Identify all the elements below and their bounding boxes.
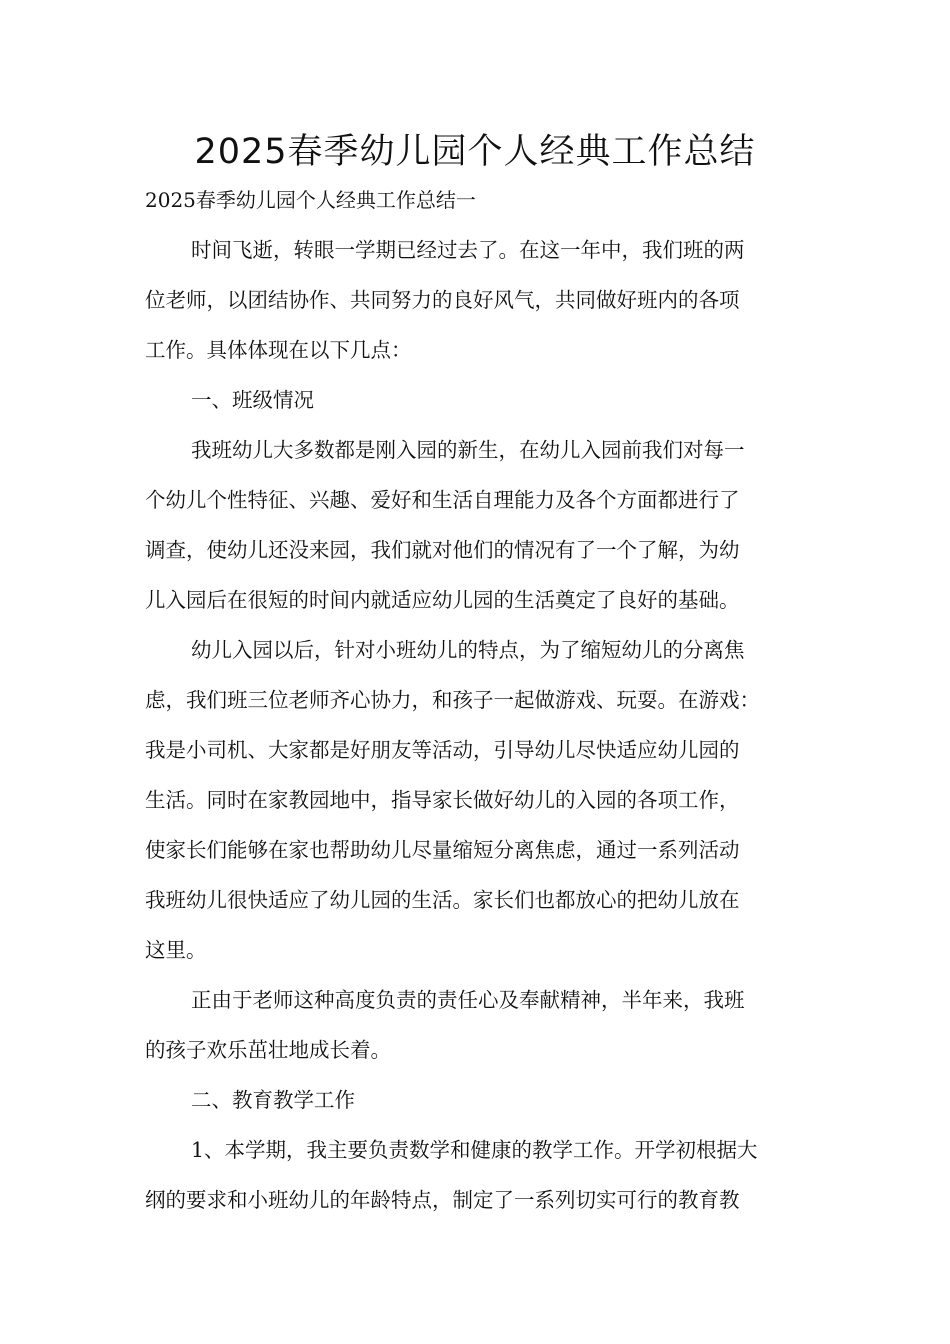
paragraph-line: 虑，我们班三位老师齐心协力，和孩子一起做游戏、玩耍。在游戏：: [145, 688, 760, 712]
paragraph-line: 生活。同时在家教园地中，指导家长做好幼儿的入园的各项工作，: [145, 788, 740, 812]
paragraph-line: 我班幼儿大多数都是刚入园的新生，在幼儿入园前我们对每一: [191, 438, 745, 462]
paragraph-line: 使家长们能够在家也帮助幼儿尽量缩短分离焦虑，通过一系列活动: [145, 838, 740, 862]
section-heading: 二、教育教学工作: [191, 1088, 355, 1112]
paragraph-line: 幼儿入园以后，针对小班幼儿的特点，为了缩短幼儿的分离焦: [191, 638, 745, 662]
paragraph-line: 位老师，以团结协作、共同努力的良好风气，共同做好班内的各项: [145, 288, 740, 312]
document-subtitle: 2025春季幼儿园个人经典工作总结一: [145, 188, 476, 212]
paragraph-line: 个幼儿个性特征、兴趣、爱好和生活自理能力及各个方面都进行了: [145, 488, 740, 512]
section-heading: 一、班级情况: [191, 388, 314, 412]
paragraph-line: 的孩子欢乐茁壮地成长着。: [145, 1038, 391, 1062]
paragraph-line: 正由于老师这种高度负责的责任心及奉献精神，半年来，我班: [191, 988, 745, 1012]
paragraph-line: 我班幼儿很快适应了幼儿园的生活。家长们也都放心的把幼儿放在: [145, 888, 740, 912]
paragraph-line: 工作。具体体现在以下几点：: [145, 338, 412, 362]
paragraph-line: 儿入园后在很短的时间内就适应幼儿园的生活奠定了良好的基础。: [145, 588, 740, 612]
document-title: 2025春季幼儿园个人经典工作总结: [194, 132, 756, 172]
paragraph-line: 纲的要求和小班幼儿的年龄特点，制定了一系列切实可行的教育教: [145, 1188, 740, 1212]
paragraph-line: 时间飞逝，转眼一学期已经过去了。在这一年中，我们班的两: [191, 238, 745, 262]
paragraph-line: 1、本学期，我主要负责数学和健康的教学工作。开学初根据大: [191, 1138, 758, 1162]
paragraph-line: 调查，使幼儿还没来园，我们就对他们的情况有了一个了解，为幼: [145, 538, 740, 562]
paragraph-line: 这里。: [145, 938, 207, 962]
paragraph-line: 我是小司机、大家都是好朋友等活动，引导幼儿尽快适应幼儿园的: [145, 738, 740, 762]
